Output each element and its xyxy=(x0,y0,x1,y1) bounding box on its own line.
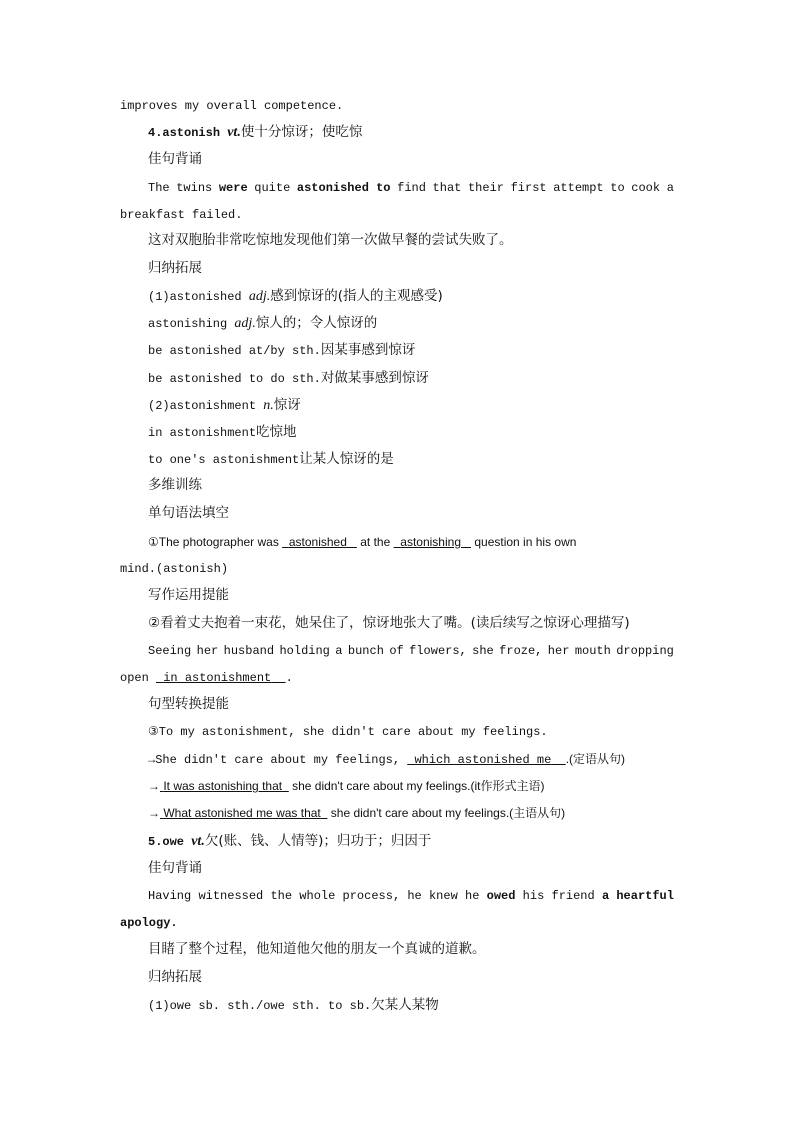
example-sentence: The twins were quite astonished to find that their first attempt to cook a xyxy=(148,181,674,195)
part-of-speech: vt. xyxy=(227,125,241,140)
section-label: 归纳拓展 xyxy=(148,260,202,276)
entry-definition: 欠(账、钱、人情等)；归功于；归因于 xyxy=(204,833,432,849)
exercise-2-continued: open in astonishment . xyxy=(120,671,293,685)
answer-blank: astonished xyxy=(288,535,347,549)
answer-blank: What astonished me was that xyxy=(163,806,321,820)
entry-number: 5. xyxy=(148,835,163,849)
exercise-1-continued: mind.(astonish) xyxy=(120,562,229,576)
example-sentence: Having witnessed the whole process, he knew he owed his friend a heartful xyxy=(148,889,674,903)
exercise-1: ①The photographer was astonished at the astonishing question in his own xyxy=(148,535,577,549)
exercise-3-rewrite: → What astonished me was that she didn't care about my feelings.(主语从句) xyxy=(148,806,566,820)
example-sentence-continued: breakfast failed. xyxy=(120,208,243,222)
exercise-2-sentence: Seeing her husband holding a bunch of flowers, she froze, her mouth dropping xyxy=(148,644,674,658)
entry-definition: 使十分惊讶；使吃惊 xyxy=(240,124,363,140)
expansion-item: to one's astonishment让某人惊讶的是 xyxy=(148,451,394,467)
section-label: 句型转换提能 xyxy=(148,696,229,712)
entry-heading-owe xyxy=(148,833,431,850)
expansion-item: be astonished at/by sth.因某事感到惊讶 xyxy=(148,342,416,358)
answer-blank: which astonished me xyxy=(414,753,552,767)
expansion-item: (1)owe sb. sth./owe sth. to sb.欠某人某物 xyxy=(148,997,439,1013)
text-line: improves my overall competence. xyxy=(120,99,344,113)
section-label: 单句语法填空 xyxy=(148,505,229,521)
exercise-2-prompt: ②看着丈夫抱着一束花，她呆住了，惊讶地张大了嘴。(读后续写之惊讶心理描写) xyxy=(148,615,630,631)
expansion-item: be astonished to do sth.对做某事感到惊讶 xyxy=(148,370,429,386)
entry-word: astonish xyxy=(162,126,221,140)
answer-blank: astonishing xyxy=(400,535,461,549)
answer-blank: in astonishment xyxy=(163,671,272,685)
expansion-item: astonishing adj.惊人的；令人惊讶的 xyxy=(148,315,378,331)
exercise-3: ③To my astonishment, she didn't care about my feelings. xyxy=(148,725,548,739)
section-label: 写作运用提能 xyxy=(148,587,229,603)
example-translation: 目睹了整个过程，他知道他欠他的朋友一个真诚的道歉。 xyxy=(148,941,486,957)
section-label: 多维训练 xyxy=(148,477,202,493)
part-of-speech: vt. xyxy=(191,834,205,849)
expansion-item: in astonishment吃惊地 xyxy=(148,424,297,440)
expansion-item: (1)astonished adj.感到惊讶的(指人的主观感受) xyxy=(148,288,443,304)
exercise-3-rewrite: →She didn't care about my feelings, which astonished me .(定语从句) xyxy=(148,752,626,767)
example-translation: 这对双胞胎非常吃惊地发现他们第一次做早餐的尝试失败了。 xyxy=(148,232,513,248)
exercise-3-rewrite: → It was astonishing that she didn't care about my feelings.(it作形式主语) xyxy=(148,779,545,793)
entry-word: owe xyxy=(162,835,185,849)
section-label: 佳句背诵 xyxy=(148,151,202,167)
example-sentence-continued: apology. xyxy=(120,916,178,930)
answer-blank: It was astonishing that xyxy=(163,779,283,793)
section-label: 佳句背诵 xyxy=(148,860,202,876)
expansion-item: (2)astonishment n.惊讶 xyxy=(148,397,301,413)
entry-heading-astonish xyxy=(148,124,362,141)
entry-number: 4. xyxy=(148,126,163,140)
section-label: 归纳拓展 xyxy=(148,969,202,985)
